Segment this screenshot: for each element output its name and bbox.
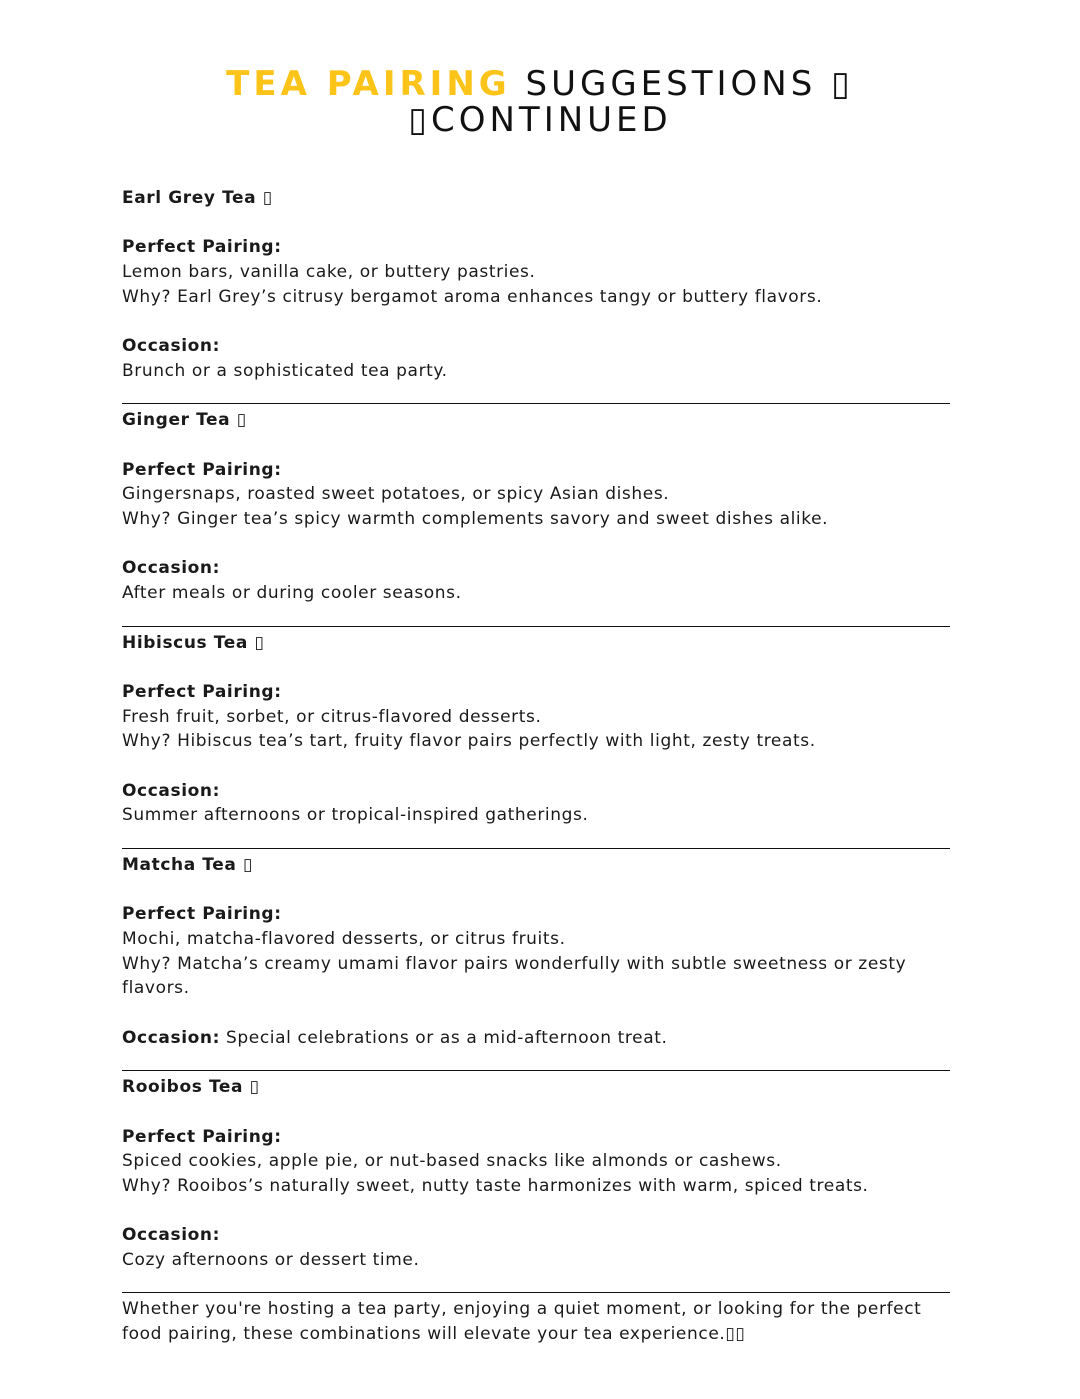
tea-section-hibiscus [122, 631, 950, 853]
section-divider [122, 1273, 950, 1298]
pairing-text: Fresh fruit, sorbet, or citrus-flavored desserts. [122, 706, 542, 727]
tea-section-matcha [122, 853, 950, 1075]
title-accent: TEA PAIRING [226, 64, 511, 104]
tea-name: Rooibos Tea ▯ [122, 1077, 260, 1098]
why-text: Why? Rooibos’s naturally sweet, nutty taste harmonizes with warm, spiced treats. [122, 1175, 869, 1196]
occasion-text: Summer afternoons or tropical-inspired gatherings. [122, 805, 589, 826]
page-title [0, 66, 1080, 138]
pairing-text: Gingersnaps, roasted sweet potatoes, or spicy Asian dishes. [122, 484, 670, 505]
section-divider [122, 828, 950, 853]
pairing-text: Spiced cookies, apple pie, or nut-based snacks like almonds or cashews. [122, 1151, 782, 1172]
section-divider [122, 606, 950, 631]
why-text: Why? Ginger tea’s spicy warmth complements savory and sweet dishes alike. [122, 509, 829, 530]
pairing-label: Perfect Pairing: [122, 1126, 282, 1147]
tea-section-ginger [122, 408, 950, 630]
tea-name: Matcha Tea ▯ [122, 854, 253, 875]
occasion-line [122, 1026, 950, 1051]
why-text: Why? Hibiscus tea’s tart, fruity flavor pairs perfectly with light, zesty treats. [122, 731, 816, 752]
section-divider [122, 384, 950, 409]
occasion-label: Occasion: [122, 1225, 221, 1246]
tea-section-rooibos [122, 1075, 950, 1297]
pairing-text: Mochi, matcha-flavored desserts, or citrus fruits. [122, 928, 566, 949]
pairing-label: Perfect Pairing: [122, 904, 282, 925]
occasion-text: Special celebrations or as a mid-afternoon treat. [220, 1027, 668, 1048]
closing-paragraph: Whether you're hosting a tea party, enjoying a quiet moment, or looking for the perfect food pairing, these combinations will elevate your tea experience.▯▯ [122, 1299, 922, 1345]
section-divider [122, 1050, 950, 1075]
why-text: Why? Matcha’s creamy umami flavor pairs wonderfully with subtle sweetness or zesty flavors. [122, 953, 907, 999]
occasion-label: Occasion: [122, 780, 221, 801]
occasion-label: Occasion: [122, 558, 221, 579]
why-text: Why? Earl Grey’s citrusy bergamot aroma enhances tangy or buttery flavors. [122, 286, 823, 307]
occasion-label: Occasion: [122, 336, 221, 357]
pairing-text: Lemon bars, vanilla cake, or buttery pastries. [122, 262, 536, 283]
title-line-2: ▯CONTINUED [408, 100, 672, 140]
tea-name: Ginger Tea ▯ [122, 410, 247, 431]
pairing-label: Perfect Pairing: [122, 237, 282, 258]
occasion-text: Brunch or a sophisticated tea party. [122, 360, 448, 381]
pairing-label: Perfect Pairing: [122, 681, 282, 702]
occasion-label: Occasion: [122, 1027, 221, 1048]
title-line-1 [0, 66, 1080, 102]
title-rest: SUGGESTIONS ▯ [510, 64, 854, 104]
tea-list [122, 186, 950, 1347]
tea-name: Hibiscus Tea ▯ [122, 632, 265, 653]
occasion-text: After meals or during cooler seasons. [122, 583, 462, 604]
tea-section-earl-grey [122, 186, 950, 408]
tea-name: Earl Grey Tea ▯ [122, 188, 273, 208]
pairing-label: Perfect Pairing: [122, 459, 282, 480]
occasion-text: Cozy afternoons or dessert time. [122, 1250, 420, 1271]
